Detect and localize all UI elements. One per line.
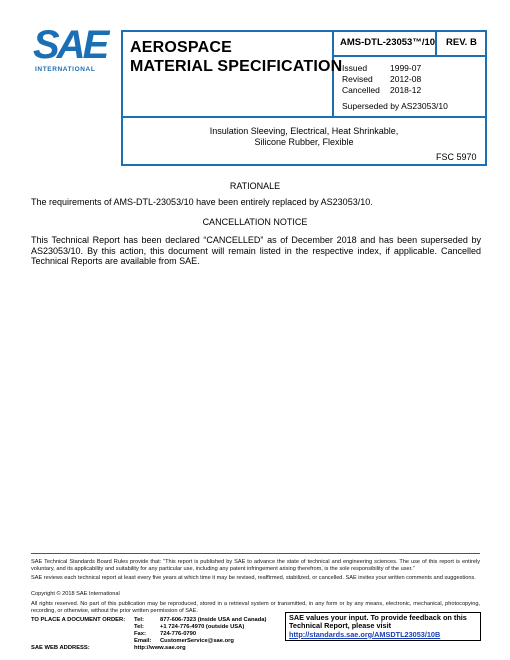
superseded-note: Superseded by AS23053/10 (342, 101, 448, 111)
sae-logo-subtitle: INTERNATIONAL (35, 66, 96, 73)
date-table (342, 63, 421, 96)
doc-subtitle-line2: Silicone Rubber, Flexible (254, 137, 354, 147)
feedback-link[interactable]: http://standards.sae.org/AMSDTL23053/10B (289, 629, 441, 639)
order-label: TO PLACE A DOCUMENT ORDER: (31, 617, 126, 623)
contact-key: Fax: (134, 631, 146, 637)
feedback-text-line1: SAE values your input. To provide feedback on this (289, 613, 467, 622)
fsc-code: FSC 5970 (436, 152, 477, 162)
date-label: Revised (342, 74, 373, 84)
footer-review-text: SAE reviews each technical report at least every five years at which time it may be revised, reaffirmed, stabilized, or cancelled. SAE invites your written comments and suggestions. (31, 575, 476, 581)
date-value: 1999-07 (390, 63, 422, 73)
date-value: 2012-08 (390, 74, 422, 84)
date-label: Issued (342, 63, 368, 73)
doc-title-line1: AEROSPACE (130, 39, 232, 56)
web-address-link[interactable]: http://www.sae.org (134, 645, 186, 651)
sae-logo: SAE (33, 23, 107, 67)
rationale-heading: RATIONALE (229, 181, 281, 191)
date-value: 2018-12 (390, 85, 422, 95)
date-row-cancelled (342, 85, 421, 96)
date-label: Cancelled (342, 85, 380, 95)
contact-key: Tel: (134, 624, 144, 630)
cancellation-heading: CANCELLATION NOTICE (202, 217, 308, 227)
date-row-revised (342, 74, 421, 85)
footer-rules-text: SAE Technical Standards Board Rules provide that: “This report is published by SAE to advance the state of technical and engineering sciences. The use of this report is entirely voluntary, and its applicability and suitability for any particular use, including any patent infringement arising therefrom, is the sole responsibility of the user.” (31, 559, 480, 572)
contact-email-link[interactable]: CustomerService@sae.org (160, 638, 234, 644)
order-contact-table (31, 617, 266, 652)
contact-value: +1 724-776-4970 (outside USA) (160, 624, 245, 630)
header-divider (332, 55, 487, 57)
header-divider (435, 30, 437, 57)
cancellation-text: This Technical Report has been declared “CANCELLED” as of December 2018 and has been superseded by AS23053/10. By this action, this document will remain listed in the respective index, if applicable. Cancelled Technical Reports are available from SAE. (31, 235, 481, 266)
footer-rights-text: All rights reserved. No part of this publication may be reproduced, stored in a retrieval system or transmitted, in any form or by any means, electronic, mechanical, photocopying, recording, or otherwise, without the prior written permission of SAE. (31, 601, 480, 614)
contact-key: Email: (134, 638, 152, 644)
contact-value: 877-606-7323 (inside USA and Canada) (160, 617, 267, 623)
feedback-box (285, 612, 481, 641)
feedback-text-line2: Technical Report, please visit (289, 621, 392, 631)
footer-divider (31, 553, 480, 554)
footer-copyright: Copyright © 2018 SAE International (31, 591, 120, 597)
contact-value: 724-776-0790 (160, 631, 197, 637)
revision-label: REV. B (446, 37, 477, 48)
web-label: SAE WEB ADDRESS: (31, 645, 90, 651)
date-row-issued (342, 63, 421, 74)
doc-title-line2: MATERIAL SPECIFICATION (130, 58, 343, 75)
doc-subtitle-line1: Insulation Sleeving, Electrical, Heat Shrinkable, (209, 126, 399, 136)
contact-key: Tel: (134, 617, 144, 623)
document-number: AMS-DTL-23053™/10 (340, 37, 436, 48)
rationale-text: The requirements of AMS-DTL-23053/10 have been entirely replaced by AS23053/10. (31, 197, 373, 207)
header-divider (121, 116, 487, 118)
